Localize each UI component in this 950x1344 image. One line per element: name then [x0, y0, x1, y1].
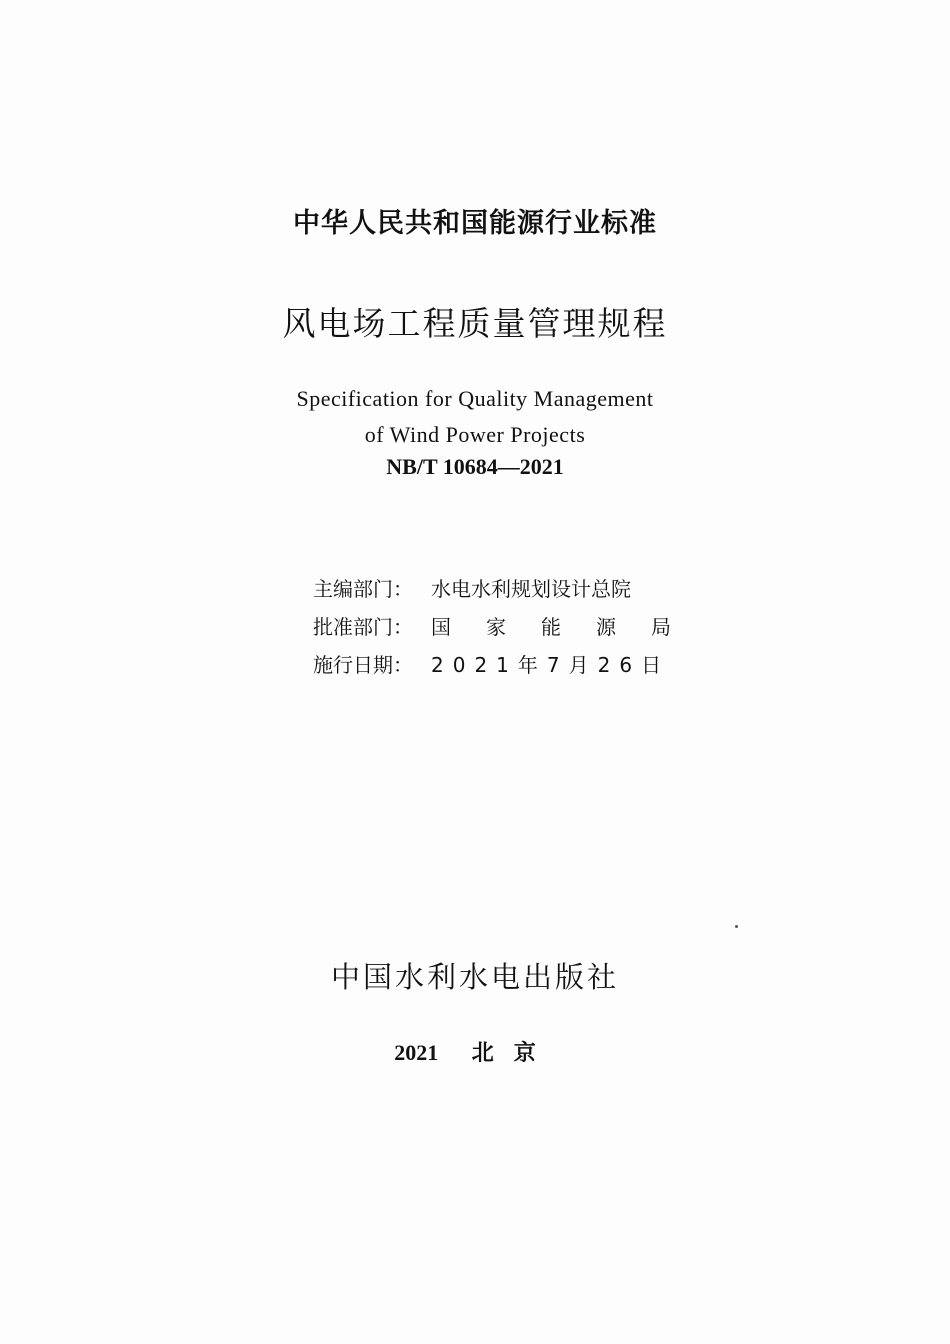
chinese-title: 风电场工程质量管理规程 [282, 304, 668, 343]
approver-char: 国 [431, 615, 451, 639]
scan-speck [735, 925, 738, 928]
approver-char: 能 [541, 615, 561, 639]
effective-date-label: 施行日期： [313, 653, 413, 677]
standard-category-heading: 中华人民共和国能源行业标准 [293, 208, 657, 239]
approver-row [313, 608, 671, 646]
english-title-line-1: Specification for Quality Management [296, 386, 654, 411]
publication-place-year [0, 1036, 950, 1067]
approver-char: 家 [486, 615, 506, 639]
publication-metadata [313, 570, 671, 684]
approver-char: 局 [651, 615, 671, 639]
approver-char: 源 [596, 615, 616, 639]
english-title [0, 381, 950, 453]
publisher-name: 中国水利水电出版社 [330, 960, 619, 994]
editor-label: 主编部门： [313, 577, 413, 601]
approver-value [431, 608, 671, 646]
effective-date-row [313, 646, 671, 684]
approver-label: 批准部门： [313, 615, 413, 639]
effective-date-value: 2021年7月26日 [431, 653, 671, 677]
editor-row [313, 570, 671, 608]
editor-value: 水电水利规划设计总院 [431, 577, 631, 601]
publication-city: 北京 [471, 1041, 556, 1066]
english-title-line-2: of Wind Power Projects [364, 422, 586, 447]
standard-number: NB/T 10684—2021 [386, 454, 564, 479]
publication-year: 2021 [394, 1040, 439, 1065]
